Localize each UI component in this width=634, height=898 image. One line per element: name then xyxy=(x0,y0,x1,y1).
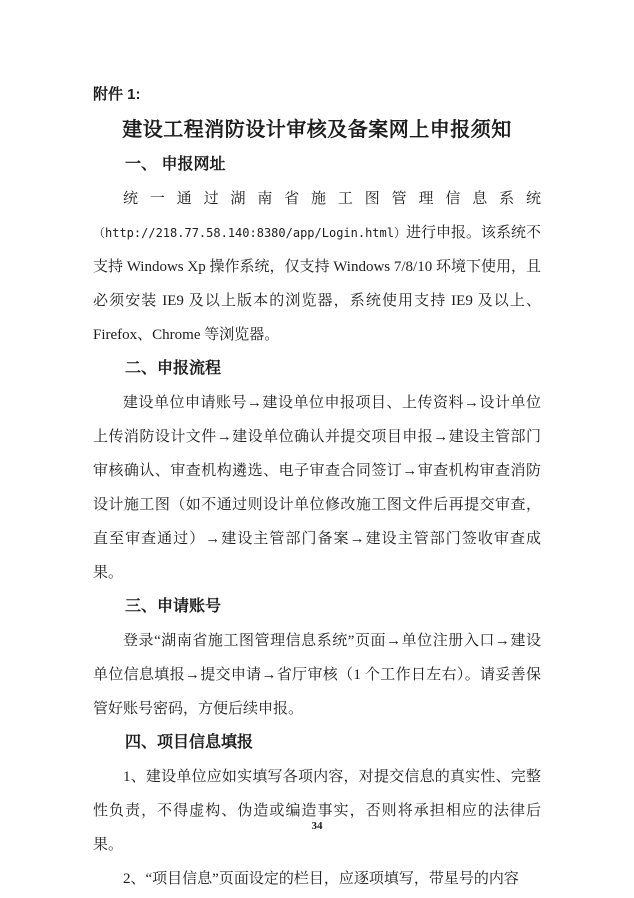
section-1-rest-text: 进行申报。该系统不支持 Windows Xp 操作系统，仅支持 Windows 7/8/10 环境下使用，且必须安装 IE9 及以上版本的浏览器，系统使用支持 IE9 及以上、Firefox、Chrome 等浏览器。 xyxy=(93,225,542,343)
section-3-paragraph: 登录“湖南省施工图管理信息系统”页面→单位注册入口→建设单位信息填报→提交申请→省厅审核（1 个工作日左右）。请妥善保管好账号密码，方便后续申报。 xyxy=(93,633,541,717)
section-1-paragraph xyxy=(93,182,541,352)
page-number: 34 xyxy=(311,820,323,832)
section-3-heading: 三、申请账号 xyxy=(125,598,222,615)
section-4-paragraph-1: 1、建设单位应如实填写各项内容，对提交信息的真实性、完整性负责，不得虚构、伪造或编造事实，否则将承担相应的法律后果。 xyxy=(93,769,541,853)
section-1-heading: 一、 申报网址 xyxy=(125,156,226,173)
section-2-heading: 二、申报流程 xyxy=(125,360,222,377)
document-content xyxy=(93,78,541,896)
section-4-paragraph-2: 2、“项目信息”页面设定的栏目，应逐项填写，带星号的内容 xyxy=(123,871,519,887)
section-1-intro-text: 统一通过湖南省施工图管理信息系统 xyxy=(123,191,541,207)
system-url-text: （http://218.77.58.140:8380/app/Login.html） xyxy=(93,226,406,240)
section-4-heading: 四、项目信息填报 xyxy=(125,734,254,751)
document-title: 建设工程消防设计审核及备案网上申报须知 xyxy=(122,119,512,141)
section-2-paragraph: 建设单位申请账号→建设单位申报项目、上传资料→设计单位上传消防设计文件→建设单位确认并提交项目申报→建设主管部门审核确认、审查机构遴选、电子审查合同签订→审查机构审查消防设计施工图（如不通过则设计单位修改施工图文件后再提交审查，直至审查通过）→建设主管部门备案→建设主管部门签收审查成果。 xyxy=(93,395,541,581)
attachment-label: 附件 1: xyxy=(93,86,141,103)
